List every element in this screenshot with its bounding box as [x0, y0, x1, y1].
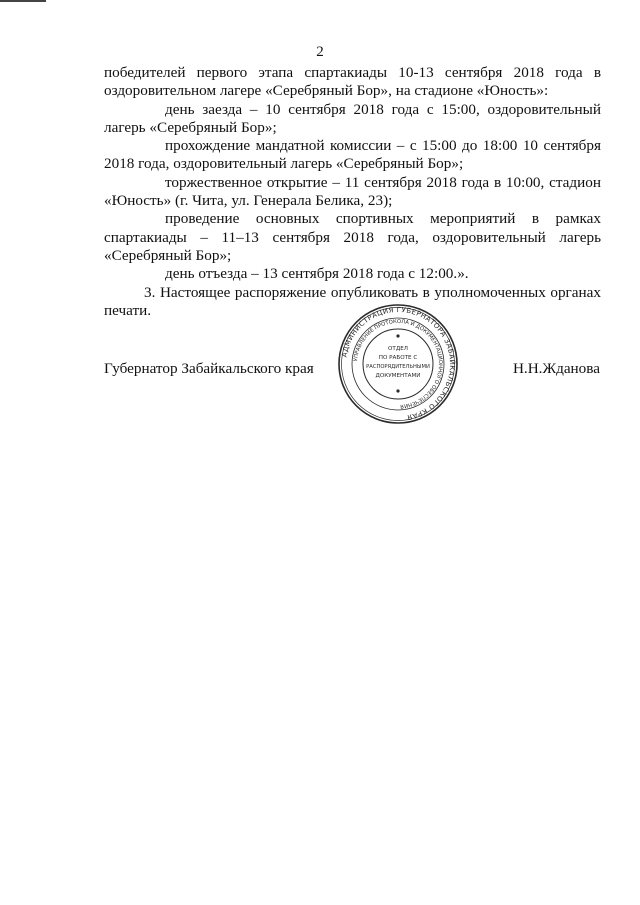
official-seal-stamp — [337, 303, 459, 425]
paragraph-departure-day: день отъезда – 13 сентября 2018 года с 12:00.». — [165, 265, 469, 283]
svg-text:ОТДЕЛ: ОТДЕЛ — [388, 346, 408, 352]
scan-corner-mark — [0, 0, 46, 2]
svg-text:УПРАВЛЕНИЕ ПРОТОКОЛА И ДОКУМЕН: УПРАВЛЕНИЕ ПРОТОКОЛА И ДОКУМЕНТАЦИОННОГО ОБЕСПЕЧЕНИЯ — [353, 318, 444, 409]
paragraph-arrival-day: день заезда – 10 сентября 2018 года с 15:00, оздоровительный лагерь «Серебряный Бор»; — [104, 100, 601, 136]
svg-text:РАСПОРЯДИТЕЛЬНЫМИ: РАСПОРЯДИТЕЛЬНЫМИ — [366, 364, 430, 370]
svg-text:АДМИНИСТРАЦИЯ ГУБЕРНАТОРА ЗАБА: АДМИНИСТРАЦИЯ ГУБЕРНАТОРА ЗАБАЙКАЛЬСКОГО КРАЯ — [340, 305, 457, 422]
signatory-title: Губернатор Забайкальского края — [104, 360, 314, 377]
page-number: 2 — [316, 44, 324, 60]
document-body — [104, 64, 601, 320]
paragraph-winners: победителей первого этапа спартакиады 10-13 сентября 2018 года в оздоровительном лагере «Серебряный Бор», на стадионе «Юность»: — [104, 64, 601, 100]
paragraph-mandate-commission: прохождение мандатной комиссии – с 15:00 до 18:00 10 сентября 2018 года, оздоровительный лагерь «Серебряный Бор»; — [104, 137, 601, 173]
paragraph-main-events: проведение основных спортивных мероприятий в рамках спартакиады – 11–13 сентября 2018 года, оздоровительный лагерь «Серебряный Бор»; — [104, 210, 601, 264]
svg-text:ДОКУМЕНТАМИ: ДОКУМЕНТАМИ — [375, 373, 421, 379]
svg-text:ПО РАБОТЕ С: ПО РАБОТЕ С — [378, 355, 418, 361]
paragraph-publication-clause: 3. Настоящее распоряжение опубликовать в уполномоченных органах печати. — [104, 283, 601, 319]
signatory-name: Н.Н.Жданова — [512, 360, 600, 377]
paragraph-opening-ceremony: торжественное открытие – 11 сентября 2018 года в 10:00, стадион «Юность» (г. Чита, ул. Генерала Белика, 23); — [104, 173, 601, 210]
